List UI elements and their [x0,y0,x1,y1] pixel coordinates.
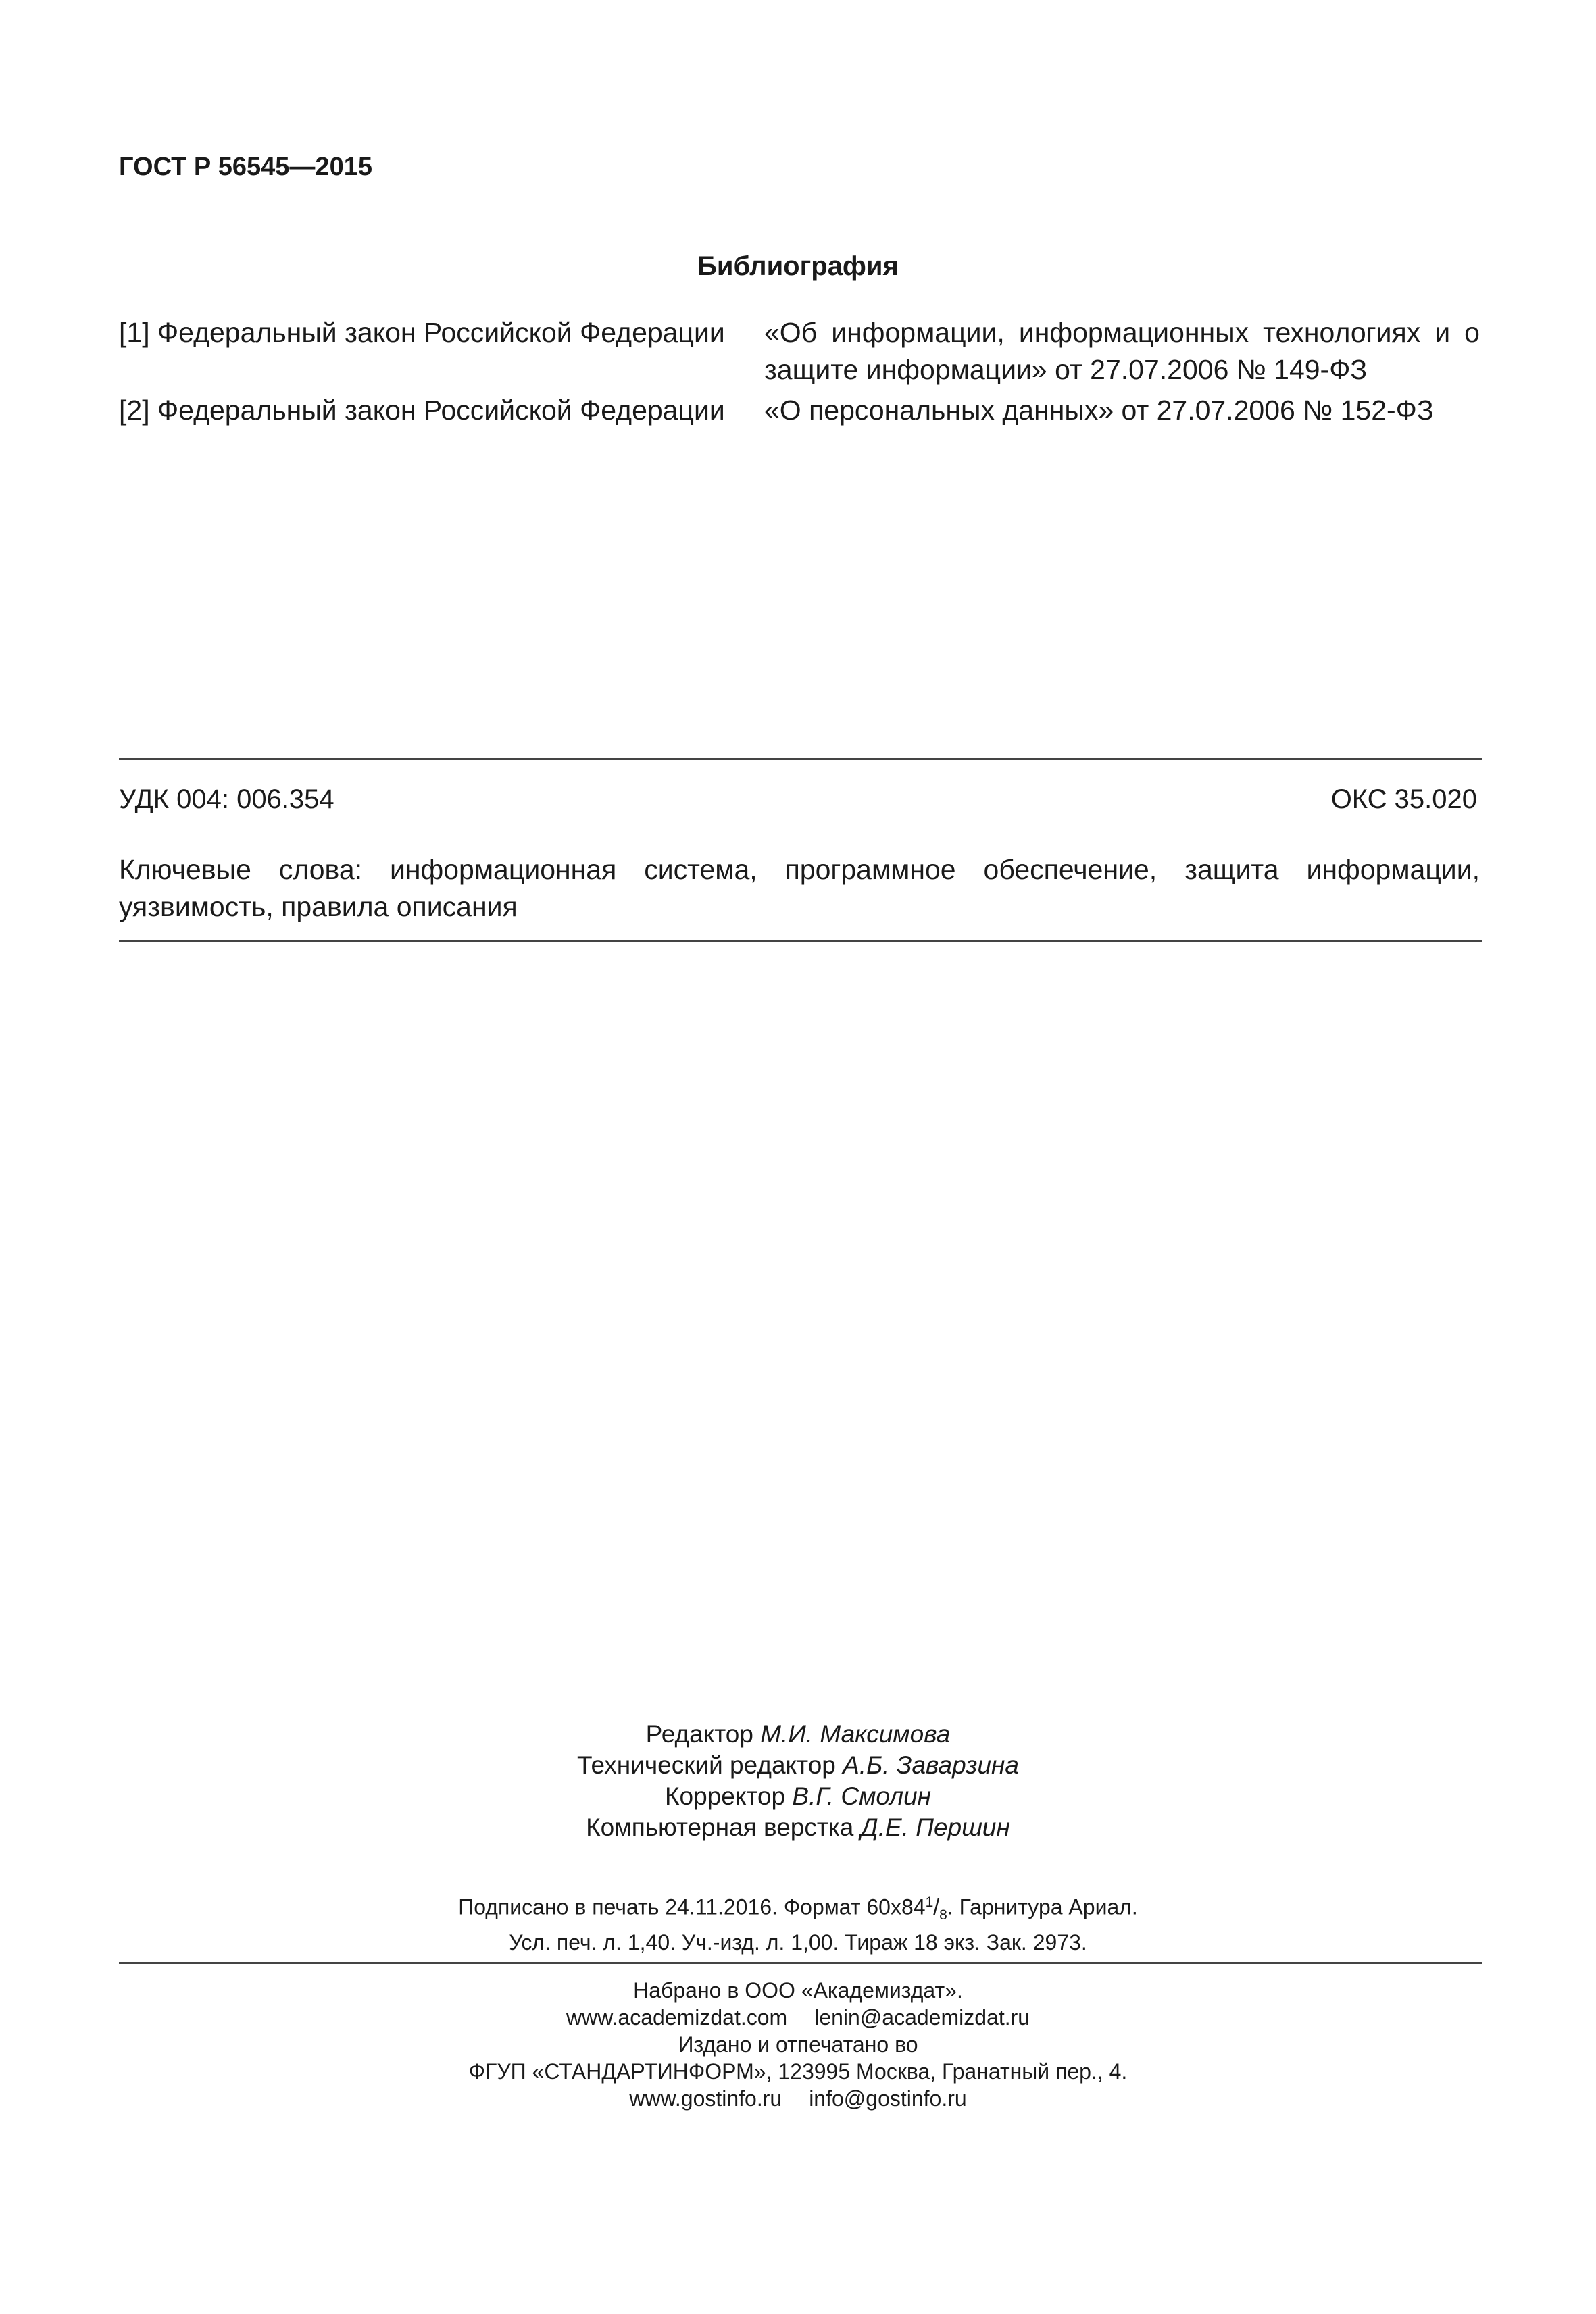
credit-role: Корректор [664,1782,786,1810]
print-font-text: . Гарнитура Ариал. [947,1894,1138,1919]
credit-role: Компьютерная верстка [586,1813,854,1841]
bibliography-reference: «О персональных данных» от 27.07.2006 № 152-ФЗ [764,395,1434,426]
bibliography-title: Библиография [697,251,899,281]
document-code: ГОСТ Р 56545—2015 [119,153,372,181]
bibliography-number: [2] [119,395,150,426]
credit-role: Технический редактор [577,1751,836,1779]
print-signed-line: Подписано в печать 24.11.2016. Формат $60x84^1/_8$. Гарнитура Ариал. [458,1894,1138,1923]
bottom-divider [119,940,1482,942]
bibliography-source [119,392,725,429]
publisher-contacts [0,2085,1596,2112]
bibliography-number: [1] [119,317,150,348]
bibliography-entry [119,314,1480,390]
credits-block [0,1719,1596,1843]
format-numerator: 1 [925,1894,934,1910]
oks-code: ОКС 35.020 [1330,784,1477,814]
typeset-site-link: www.academizdat.com [566,2005,788,2030]
bibliography-source [119,314,725,351]
credit-role: Редактор [645,1720,753,1748]
credit-line [0,1812,1596,1843]
credit-name: М.И. Максимова [760,1720,951,1748]
format-denominator: 8 [939,1907,947,1923]
keywords: Ключевые слова: информационная система, программное обеспечение, защита информации, уязвимость, правила описания [119,854,1480,922]
credit-name: В.Г. Смолин [792,1782,932,1810]
print-signed-text: Подписано в печать 24.11.2016. Формат 60x84 [458,1894,926,1919]
published-label: Издано и отпечатано во [678,2032,918,2057]
publisher-divider [119,1962,1482,1964]
typeset-contacts [0,2004,1596,2031]
bibliography-entry [119,392,1480,430]
typeset-line: Набрано в ООО «Академиздат». [633,1978,963,2003]
credit-name: А.Б. Заварзина [843,1751,1019,1779]
typeset-email-link: lenin@academizdat.ru [814,2005,1030,2030]
credit-name: Д.Е. Першин [860,1813,1010,1841]
credit-line [0,1719,1596,1750]
print-sheets-line: Усл. печ. л. 1,40. Уч.-изд. л. 1,00. Тираж 18 экз. Зак. 2973. [509,1930,1087,1955]
bibliography-source-text: Федеральный закон Российской Федерации [157,317,725,348]
credit-line [0,1781,1596,1812]
bibliography-source-text: Федеральный закон Российской Федерации [157,395,725,426]
bibliography-reference: «Об информации, информационных технологиях и о защите информации» от 27.07.2006 № 149-ФЗ [764,317,1480,385]
print-info [0,1889,1596,1956]
publisher-block [0,1977,1596,2112]
credit-line [0,1750,1596,1781]
udk-code: УДК 004: 006.354 [119,784,334,814]
publisher-email-link: info@gostinfo.ru [809,2086,967,2111]
publisher-org: ФГУП «СТАНДАРТИНФОРМ», 123995 Москва, Гранатный пер., 4. [468,2059,1128,2084]
top-divider [119,758,1482,760]
publisher-site-link: www.gostinfo.ru [629,2086,782,2111]
